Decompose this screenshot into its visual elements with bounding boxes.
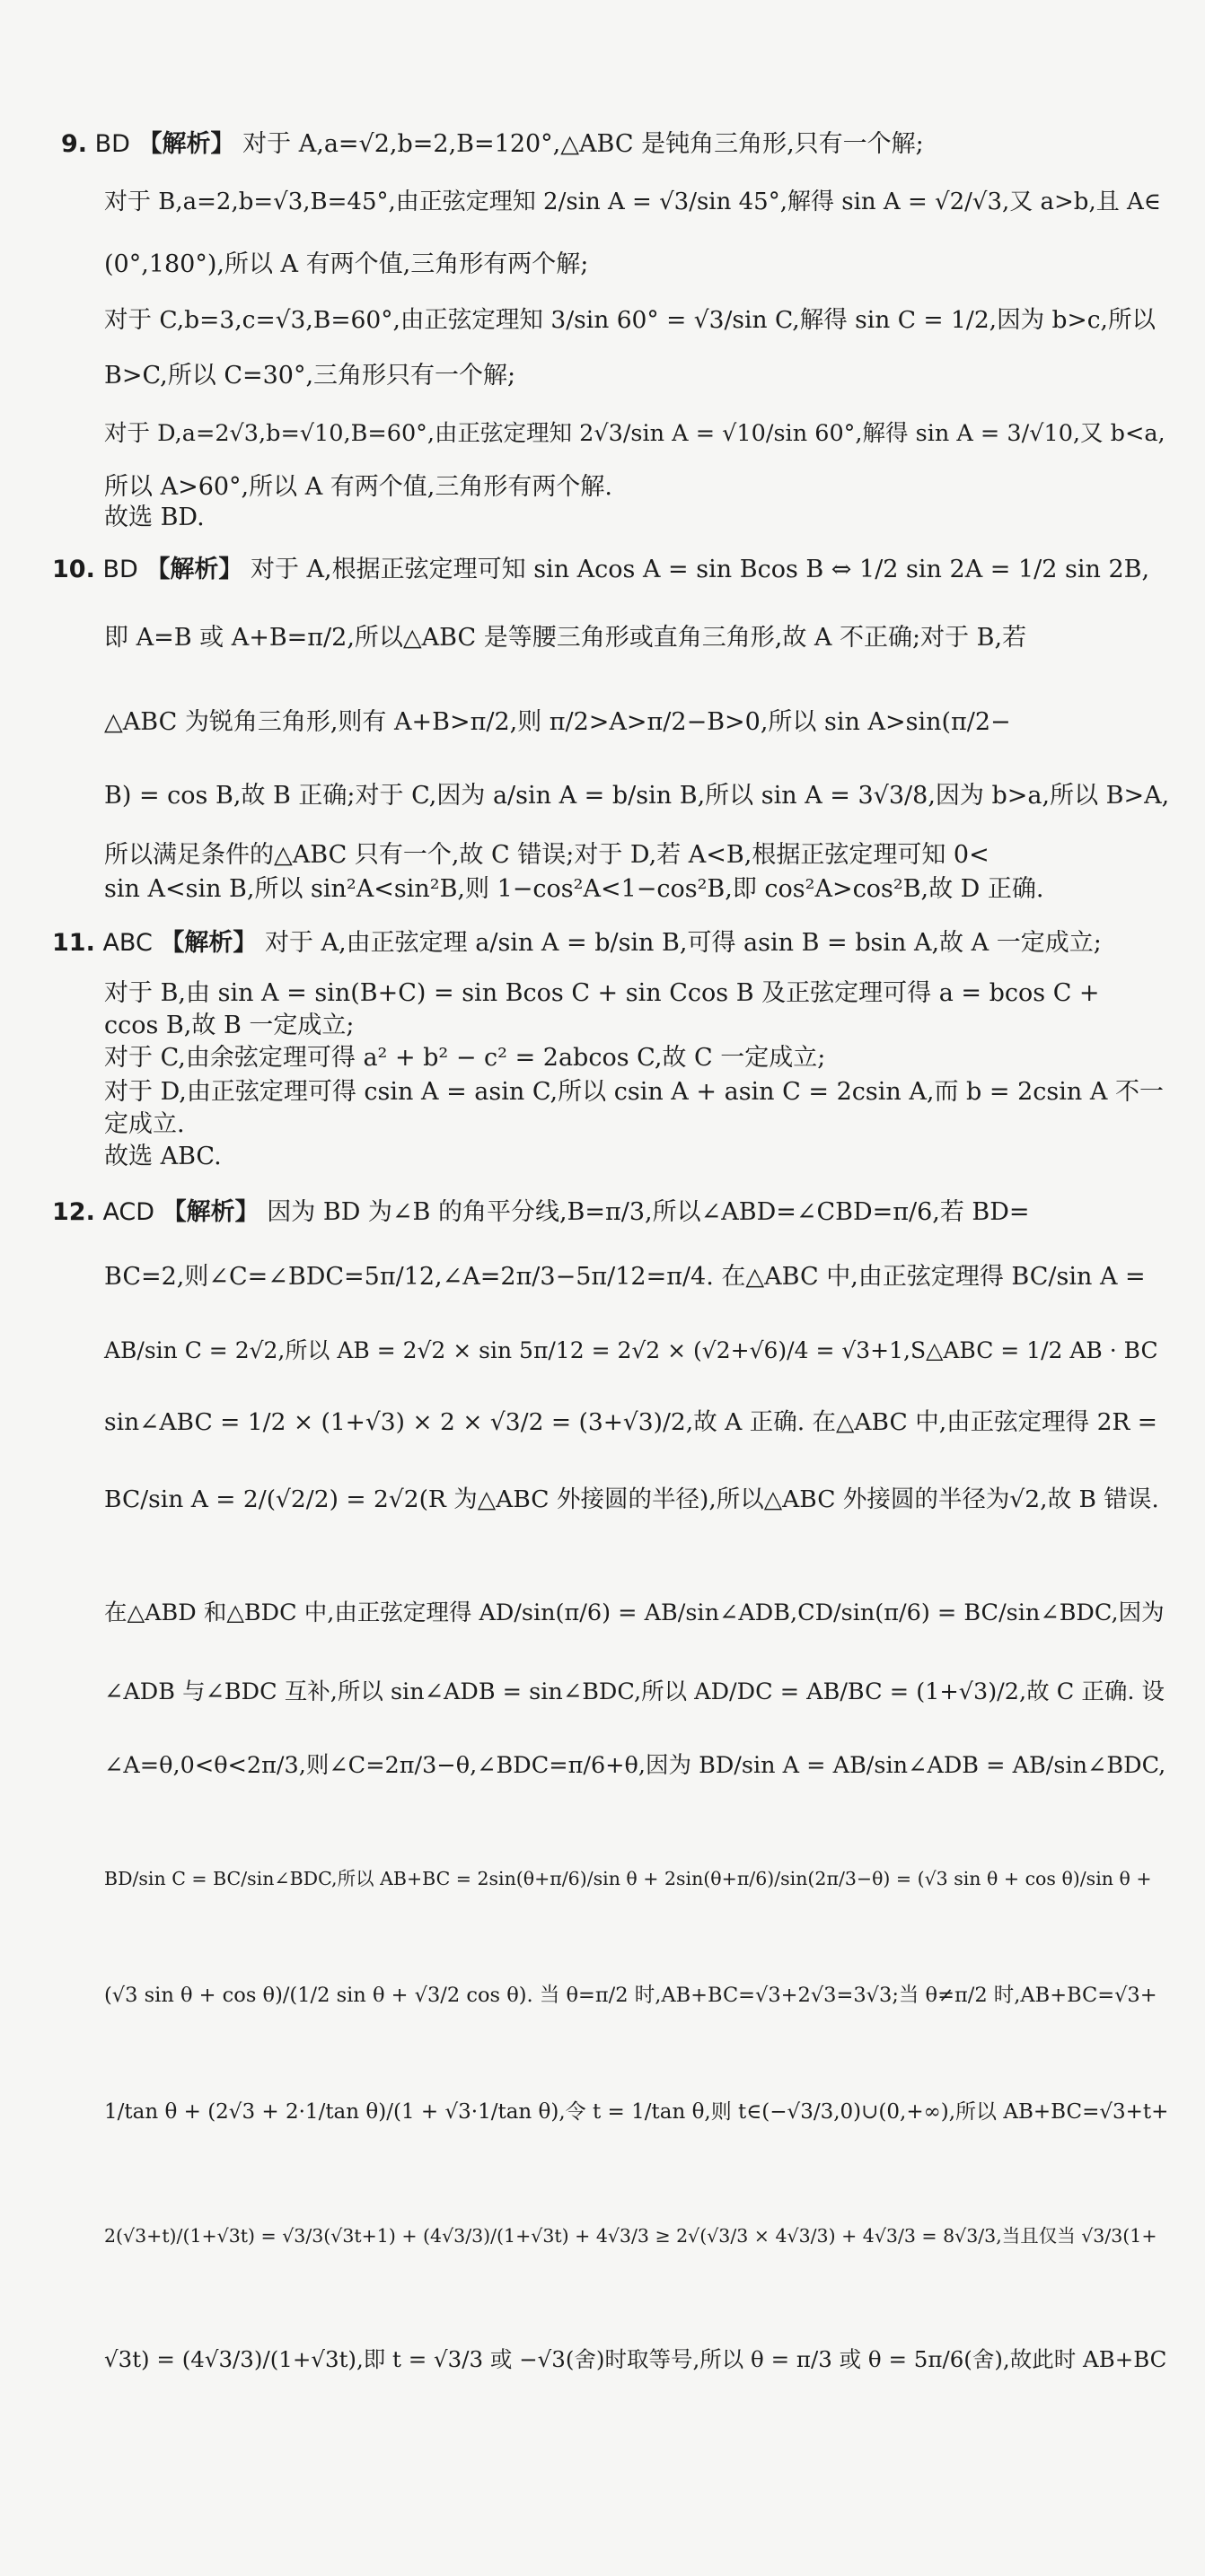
problem-number: 11. (52, 929, 95, 957)
text-line: 在△ABD 和△BDC 中,由正弦定理得 AD/sin(π/6) = AB/sin∠ADB,CD/sin(π/6) = BC/sin∠BDC,因为 (104, 1599, 1165, 1626)
text-line: 对于 C,由余弦定理可得 a² + b² − c² = 2abcos C,故 C 一定成立; (104, 1044, 826, 1072)
problem-answer: BD (94, 130, 130, 158)
text-line: 1/tan θ + (2√3 + 2·1/tan θ)/(1 + √3·1/tan θ),令 t = 1/tan θ,则 t∈(−√3/3,0)∪(0,+∞),所以 AB+BC=√3+t+ (104, 2100, 1169, 2124)
problem-11-header (52, 928, 1169, 959)
problem-answer: BD (102, 556, 138, 583)
text-line: 所以 A>60°,所以 A 有两个值,三角形有两个解. (104, 473, 612, 501)
problem-answer: ABC (102, 929, 153, 957)
text-line: (√3 sin θ + cos θ)/(1/2 sin θ + √3/2 cos θ). 当 θ=π/2 时,AB+BC=√3+2√3=3√3;当 θ≠π/2 时,AB+BC=√3+ (104, 1984, 1157, 2007)
analysis-tag: 【解析】 (145, 556, 243, 583)
text-line: ∠ADB 与∠BDC 互补,所以 sin∠ADB = sin∠BDC,所以 AD/DC = AB/BC = (1+√3)/2,故 C 正确. 设 (104, 1678, 1165, 1705)
text-line: 所以满足条件的△ABC 只有一个,故 C 错误;对于 D,若 A<B,根据正弦定理可知 0< (104, 841, 990, 869)
analysis-tag: 【解析】 (162, 1198, 259, 1226)
problem-number: 9. (61, 130, 88, 158)
text-line: 对于 B,a=2,b=√3,B=45°,由正弦定理知 2/sin A = √3/sin 45°,解得 sin A = √2/√3,又 a>b,且 A∈ (104, 188, 1161, 215)
problem-answer: ACD (102, 1198, 155, 1226)
text-line: 对于 D,a=2√3,b=√10,B=60°,由正弦定理知 2√3/sin A = √10/sin 60°,解得 sin A = 3/√10,又 b<a, (104, 420, 1165, 447)
text-line: 即 A=B 或 A+B=π/2,所以△ABC 是等腰三角形或直角三角形,故 A 不正确;对于 B,若 (104, 624, 1027, 652)
problem-10-header (52, 555, 1169, 585)
text-line: √3t) = (4√3/3)/(1+√3t),即 t = √3/3 或 −√3(舍)时取等号,所以 θ = π/3 或 θ = 5π/6(舍),故此时 AB+BC (104, 2346, 1167, 2372)
text-line: 对于 D,由正弦定理可得 csin A = asin C,所以 csin A + asin C = 2csin A,而 b = 2csin A 不一 (104, 1078, 1164, 1106)
text-line: 因为 BD 为∠B 的角平分线,B=π/3,所以∠ABD=∠CBD=π/6,若 BD= (267, 1198, 1030, 1226)
text-line: 2(√3+t)/(1+√3t) = √3/3(√3t+1) + (4√3/3)/(1+√3t) + 4√3/3 ≥ 2√(√3/3 × 4√3/3) + 4√3/3 = 8√3/3,当且仅当 √3/3(1+ (104, 2225, 1157, 2247)
text-line: 对于 B,由 sin A = sin(B+C) = sin Bcos C + sin Ccos B 及正弦定理可得 a = bcos C + (104, 979, 1100, 1007)
text-line: 对于 A,根据正弦定理可知 sin Acos A = sin Bcos B ⇔ 1/2 sin 2A = 1/2 sin 2B, (250, 556, 1150, 583)
text-line: sin∠ABC = 1/2 × (1+√3) × 2 × √3/2 = (3+√3)/2,故 A 正确. 在△ABC 中,由正弦定理得 2R = (104, 1408, 1158, 1436)
text-line: △ABC 为锐角三角形,则有 A+B>π/2,则 π/2>A>π/2−B>0,所以 sin A>sin(π/2− (104, 708, 1011, 736)
text-line: ∠A=θ,0<θ<2π/3,则∠C=2π/3−θ,∠BDC=π/6+θ,因为 BD/sin A = AB/sin∠ADB = AB/sin∠BDC, (104, 1752, 1166, 1779)
text-line: 故选 BD. (104, 504, 205, 531)
text-line: AB/sin C = 2√2,所以 AB = 2√2 × sin 5π/12 = 2√2 × (√2+√6)/4 = √3+1,S△ABC = 1/2 AB · BC (104, 1337, 1158, 1363)
analysis-tag: 【解析】 (137, 130, 235, 158)
text-line: ccos B,故 B 一定成立; (104, 1012, 355, 1039)
text-line: 故选 ABC. (104, 1143, 222, 1170)
text-line: 定成立. (104, 1110, 185, 1138)
text-line: BC=2,则∠C=∠BDC=5π/12,∠A=2π/3−5π/12=π/4. 在△ABC 中,由正弦定理得 BC/sin A = (104, 1263, 1146, 1291)
analysis-tag: 【解析】 (160, 929, 258, 957)
text-line: B) = cos B,故 B 正确;对于 C,因为 a/sin A = b/sin B,所以 sin A = 3√3/8,因为 b>a,所以 B>A, (104, 782, 1170, 810)
problem-9-header (61, 129, 1169, 160)
text-line: BC/sin A = 2/(√2/2) = 2√2(R 为△ABC 外接圆的半径),所以△ABC 外接圆的半径为√2,故 B 错误. (104, 1485, 1159, 1513)
text-line: 对于 C,b=3,c=√3,B=60°,由正弦定理知 3/sin 60° = √3/sin C,解得 sin C = 1/2,因为 b>c,所以 (104, 306, 1156, 334)
problem-number: 10. (52, 556, 95, 583)
text-line: BD/sin C = BC/sin∠BDC,所以 AB+BC = 2sin(θ+π/6)/sin θ + 2sin(θ+π/6)/sin(2π/3−θ) = (√3 sin θ + cos θ)/sin θ + (104, 1868, 1152, 1889)
text-line: (0°,180°),所以 A 有两个值,三角形有两个解; (104, 250, 589, 278)
text-line: 对于 A,由正弦定理 a/sin A = b/sin B,可得 asin B = bsin A,故 A 一定成立; (265, 929, 1102, 957)
text-line: sin A<sin B,所以 sin²A<sin²B,则 1−cos²A<1−cos²B,即 cos²A>cos²B,故 D 正确. (104, 875, 1044, 903)
text-line: B>C,所以 C=30°,三角形只有一个解; (104, 362, 516, 390)
text-line: 对于 A,a=√2,b=2,B=120°,△ABC 是钝角三角形,只有一个解; (242, 130, 924, 158)
problem-number: 12. (52, 1198, 95, 1226)
problem-12-header (52, 1197, 1169, 1228)
